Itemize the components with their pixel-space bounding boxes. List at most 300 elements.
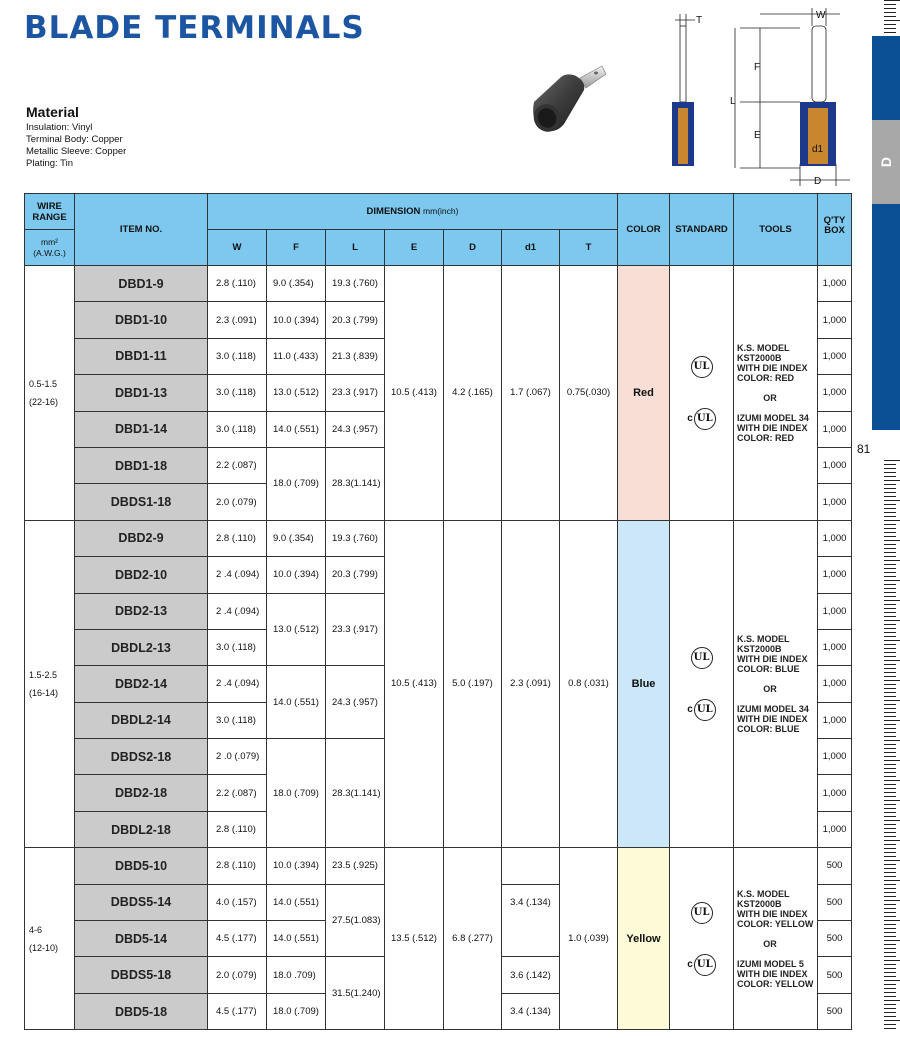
header-qty: Q'TY BOX [818,194,852,266]
ruler-tick [884,692,896,693]
dim-l: 28.3(1.141) [326,447,385,520]
dim-l: 23.3 (.917) [326,375,385,411]
qty-cell: 1,000 [818,666,852,702]
item-no: DBD1-11 [75,338,208,374]
header-dimension-label: DIMENSION [366,206,421,217]
edge-ruler [884,460,900,1032]
ruler-tick [884,868,896,869]
ruler-tick [884,716,896,717]
qty-cell: 1,000 [818,629,852,665]
ruler-tick [884,1000,900,1001]
cul-mark [687,408,716,430]
item-no: DBD2-9 [75,520,208,556]
dim-w: 2.8 (.110) [208,848,267,884]
tool-line: COLOR: RED [737,372,794,383]
ruler-tick [884,924,896,925]
ruler-tick [884,688,896,689]
color-cell: Yellow [618,848,670,1030]
standard-cell [670,848,734,1030]
ruler-tick [884,928,896,929]
standard-cell [670,266,734,521]
dim-f: 18.0 .709) [267,957,326,993]
item-no: DBD5-10 [75,848,208,884]
ruler-tick [884,488,896,489]
qty-cell: 500 [818,921,852,957]
wire-range-awg: (12-10) [29,942,59,953]
item-no: DBD2-10 [75,557,208,593]
header-color: COLOR [618,194,670,266]
dim-t: 1.0 (.039) [560,848,618,1030]
dim-d: 4.2 (.165) [444,266,502,521]
dim-f: 18.0 (.709) [267,993,326,1029]
ruler-tick [884,856,896,857]
spec-table [24,193,852,1030]
ruler-tick [884,576,896,577]
ruler-tick [884,760,900,761]
tool-line: KST2000B [737,898,782,909]
ruler-tick [884,948,896,949]
ruler-tick [884,896,896,897]
ruler-tick [884,984,896,985]
dim-d1: 3.4 (.134) [502,884,560,957]
header-item-no: ITEM NO. [75,194,208,266]
ruler-tick [884,468,896,469]
dim-f: 14.0 (.551) [267,666,326,739]
ruler-tick [884,736,896,737]
dim-e: 10.5 (.413) [385,520,444,848]
ruler-tick [884,476,896,477]
ruler-tick [884,24,896,25]
cul-mark [687,954,716,976]
tool-line: K.S. MODEL [737,633,790,644]
material-heading: Material [26,104,79,120]
ruler-tick [884,952,896,953]
ruler-tick [884,1024,896,1025]
ruler-tick [884,472,896,473]
qty-cell: 1,000 [818,775,852,811]
ruler-tick [884,780,900,781]
item-no: DBD2-18 [75,775,208,811]
ul-logo-icon: UL [691,902,713,924]
dim-l: 31.5(1.240) [326,957,385,1030]
ruler-tick [884,752,896,753]
header-wire-units [25,230,75,266]
dim-label-t: T [696,15,703,26]
dim-w: 2.3 (.091) [208,302,267,338]
dim-f: 9.0 (.354) [267,266,326,302]
item-no: DBDS5-14 [75,884,208,920]
ruler-tick [884,912,896,913]
dim-f: 14.0 (.551) [267,921,326,957]
ruler-tick [884,888,896,889]
dim-l: 23.5 (.925) [326,848,385,884]
ruler-tick [884,500,900,501]
ruler-tick [884,628,896,629]
dim-d: 6.8 (.277) [444,848,502,1030]
ruler-tick [884,608,896,609]
ruler-tick [884,4,896,5]
header-standard: STANDARD [670,194,734,266]
qty-cell: 500 [818,993,852,1029]
ruler-tick [884,960,900,961]
dim-l: 19.3 (.760) [326,266,385,302]
standard-cell [670,520,734,848]
tool-line: IZUMI MODEL 34 [737,703,809,714]
ruler-tick [884,524,896,525]
ruler-tick [884,844,896,845]
dim-label-l: L [730,96,736,107]
tool-line: IZUMI MODEL 34 [737,412,809,423]
qty-cell: 1,000 [818,702,852,738]
item-no: DBD1-14 [75,411,208,447]
ruler-tick [884,20,900,21]
qty-cell: 1,000 [818,411,852,447]
ruler-tick [884,696,896,697]
item-no: DBDS5-18 [75,957,208,993]
dim-w: 2 .4 (.094) [208,593,267,629]
ul-logo-icon: UL [691,356,713,378]
ruler-tick [884,824,896,825]
ruler-tick [884,728,896,729]
ruler-tick [884,732,896,733]
side-band [872,36,900,120]
page-number: 81 [857,442,871,456]
ruler-tick [884,848,896,849]
dim-l: 28.3(1.141) [326,739,385,848]
ruler-tick [884,548,896,549]
dim-w: 4.0 (.157) [208,884,267,920]
dim-w: 2.8 (.110) [208,811,267,847]
ruler-tick [884,968,896,969]
tool-line: K.S. MODEL [737,888,790,899]
ruler-tick [884,680,900,681]
header-f: F [267,230,326,266]
tool-line: IZUMI MODEL 5 [737,958,804,969]
side-tab-label: D [878,156,894,168]
dim-w: 3.0 (.118) [208,375,267,411]
ruler-tick [884,672,896,673]
ruler-tick [884,632,896,633]
tool-line: WITH DIE INDEX [737,968,808,979]
qty-cell: 1,000 [818,557,852,593]
dim-w: 3.0 (.118) [208,338,267,374]
qty-cell: 1,000 [818,520,852,556]
header-wire-mm: mm² [41,236,58,247]
ruler-tick [884,684,896,685]
ul-mark [691,647,713,669]
tool-line: K.S. MODEL [737,342,790,353]
ruler-tick [884,604,896,605]
ruler-tick [884,816,896,817]
ruler-tick [884,532,896,533]
header-d1: d1 [502,230,560,266]
ruler-tick [884,504,896,505]
qty-cell: 500 [818,884,852,920]
dim-f: 18.0 (.709) [267,739,326,848]
ruler-tick [884,560,900,561]
ruler-tick [884,612,896,613]
ul-mark [691,356,713,378]
dim-f: 10.0 (.394) [267,557,326,593]
ruler-tick [884,768,896,769]
dim-l: 20.3 (.799) [326,557,385,593]
ruler-tick [884,988,896,989]
color-cell: Blue [618,520,670,848]
ruler-tick [884,784,896,785]
ruler-tick [884,492,896,493]
dim-w: 2.8 (.110) [208,266,267,302]
ruler-tick [884,932,896,933]
dim-d1 [502,848,560,884]
dim-w: 2.0 (.079) [208,484,267,520]
color-cell: Red [618,266,670,521]
ruler-tick [884,588,896,589]
ruler-tick [884,1008,896,1009]
ruler-tick [884,772,896,773]
ruler-tick [884,600,900,601]
dim-f: 14.0 (.551) [267,411,326,447]
dim-w: 2 .4 (.094) [208,666,267,702]
dim-t: 0.75(.030) [560,266,618,521]
ruler-tick [884,1004,896,1005]
dim-d1: 1.7 (.067) [502,266,560,521]
page-title: BLADE TERMINALS [24,10,365,46]
ruler-tick [884,636,896,637]
dim-l: 21.3 (.839) [326,338,385,374]
ruler-tick [884,656,896,657]
ruler-tick [884,796,896,797]
ruler-tick [884,484,896,485]
ruler-tick [884,624,896,625]
ruler-tick [884,992,896,993]
dim-d: 5.0 (.197) [444,520,502,848]
ruler-tick [884,580,900,581]
ruler-tick [884,512,896,513]
tool-line: COLOR: BLUE [737,663,800,674]
ruler-tick [884,508,896,509]
header-dimension [208,194,618,230]
ruler-tick [884,464,896,465]
ruler-tick [884,840,900,841]
ruler-tick [884,496,896,497]
tool-line: KST2000B [737,643,782,654]
dim-w: 2.2 (.087) [208,447,267,483]
ruler-tick [884,860,900,861]
ruler-tick [884,664,896,665]
ruler-tick [884,640,900,641]
ruler-tick [884,1020,900,1021]
header-e: E [385,230,444,266]
ruler-tick [884,976,896,977]
terminal-photo [520,60,620,140]
item-no: DBDL2-18 [75,811,208,847]
ruler-tick [884,852,896,853]
wire-range [25,266,75,521]
qty-cell: 1,000 [818,266,852,302]
ruler-tick [884,676,896,677]
ruler-tick [884,944,896,945]
dim-d1: 3.6 (.142) [502,957,560,993]
dim-w: 4.5 (.177) [208,993,267,1029]
ruler-tick [884,668,896,669]
edge-ruler [884,0,900,36]
tool-line: KST2000B [737,352,782,363]
ruler-tick [884,660,900,661]
tools-cell [734,520,818,848]
ruler-tick [884,800,900,801]
header-t: T [560,230,618,266]
material-block [26,104,126,170]
dim-f: 11.0 (.433) [267,338,326,374]
ruler-tick [884,516,896,517]
ruler-tick [884,572,896,573]
ruler-tick [884,564,896,565]
ruler-tick [884,776,896,777]
dim-d1: 2.3 (.091) [502,520,560,848]
qty-cell: 1,000 [818,593,852,629]
dim-l: 24.3 (.957) [326,411,385,447]
ruler-tick [884,644,896,645]
qty-cell: 1,000 [818,447,852,483]
ruler-tick [884,892,896,893]
ruler-tick [884,788,896,789]
dim-e: 10.5 (.413) [385,266,444,521]
ruler-tick [884,584,896,585]
ruler-tick [884,916,896,917]
ruler-tick [884,620,900,621]
ruler-tick [884,880,900,881]
ul-logo-icon: UL [694,408,716,430]
ruler-tick [884,528,896,529]
dimension-diagram [650,4,860,186]
dim-e: 13.5 (.512) [385,848,444,1030]
tools-cell [734,848,818,1030]
dim-f: 10.0 (.394) [267,302,326,338]
item-no: DBD1-18 [75,447,208,483]
item-no: DBDL2-13 [75,629,208,665]
cul-mark [687,699,716,721]
dim-label-w: W [816,10,826,21]
ul-logo-icon: UL [694,699,716,721]
wire-range-mm: 4-6 [29,924,43,935]
ruler-tick [884,592,896,593]
header-wire-awg: (A.W.G.) [33,247,66,258]
dim-f: 18.0 (.709) [267,447,326,520]
tool-line: WITH DIE INDEX [737,653,808,664]
item-no: DBD1-10 [75,302,208,338]
qty-cell: 1,000 [818,375,852,411]
dim-w: 2 .4 (.094) [208,557,267,593]
material-line: Metallic Sleeve: Copper [26,146,127,157]
dim-w: 3.0 (.118) [208,629,267,665]
cul-c-letter: c [687,413,693,425]
ruler-tick [884,712,896,713]
dim-l: 24.3 (.957) [326,666,385,739]
ruler-tick [884,700,900,701]
item-no: DBD1-13 [75,375,208,411]
ruler-tick [884,748,896,749]
ruler-tick [884,980,900,981]
dim-t: 0.8 (.031) [560,520,618,848]
dim-f: 13.0 (.512) [267,375,326,411]
header-wire-range: WIRE RANGE [25,194,75,230]
ruler-tick [884,552,896,553]
ruler-tick [884,460,900,461]
ruler-tick [884,904,896,905]
wire-range-awg: (22-16) [29,396,59,407]
dim-w: 2.2 (.087) [208,775,267,811]
cul-c-letter: c [687,704,693,716]
ruler-tick [884,864,896,865]
tool-line: COLOR: YELLOW [737,978,814,989]
ruler-tick [884,12,896,13]
ruler-tick [884,536,896,537]
ruler-tick [884,836,896,837]
side-tab[interactable] [872,120,900,204]
ruler-tick [884,648,896,649]
tool-line: WITH DIE INDEX [737,908,808,919]
dim-l: 23.3 (.917) [326,593,385,666]
tool-line: COLOR: YELLOW [737,918,814,929]
ruler-tick [884,480,900,481]
dim-w: 3.0 (.118) [208,702,267,738]
ruler-tick [884,956,896,957]
ruler-tick [884,792,896,793]
ruler-tick [884,544,896,545]
qty-cell: 500 [818,957,852,993]
qty-cell: 1,000 [818,739,852,775]
dim-f: 14.0 (.551) [267,884,326,920]
ul-logo-icon: UL [691,647,713,669]
item-no: DBD1-9 [75,266,208,302]
ruler-tick [884,568,896,569]
ruler-tick [884,16,896,17]
ruler-tick [884,812,896,813]
header-l: L [326,230,385,266]
item-no: DBD5-18 [75,993,208,1029]
ruler-tick [884,828,896,829]
ruler-tick [884,596,896,597]
header-tools: TOOLS [734,194,818,266]
ruler-tick [884,704,896,705]
ruler-tick [884,972,896,973]
ruler-tick [884,884,896,885]
wire-range [25,520,75,848]
dim-l: 20.3 (.799) [326,302,385,338]
item-no: DBD5-14 [75,921,208,957]
ruler-tick [884,832,896,833]
tool-line: WITH DIE INDEX [737,713,808,724]
dim-w: 2 .0 (.079) [208,739,267,775]
item-no: DBDL2-14 [75,702,208,738]
material-line: Insulation: Vinyl [26,122,93,133]
ruler-tick [884,720,900,721]
qty-cell: 1,000 [818,484,852,520]
side-band [872,204,900,430]
ruler-tick [884,32,896,33]
tool-line: WITH DIE INDEX [737,422,808,433]
dim-w: 4.5 (.177) [208,921,267,957]
tool-or: OR [763,392,777,403]
ruler-tick [884,520,900,521]
dim-l: 27.5(1.083) [326,884,385,957]
header-dimension-unit: mm(inch) [423,206,459,216]
dim-w: 3.0 (.118) [208,411,267,447]
ruler-tick [884,0,900,1]
ruler-tick [884,920,900,921]
ruler-tick [884,1016,896,1017]
ruler-tick [884,616,896,617]
